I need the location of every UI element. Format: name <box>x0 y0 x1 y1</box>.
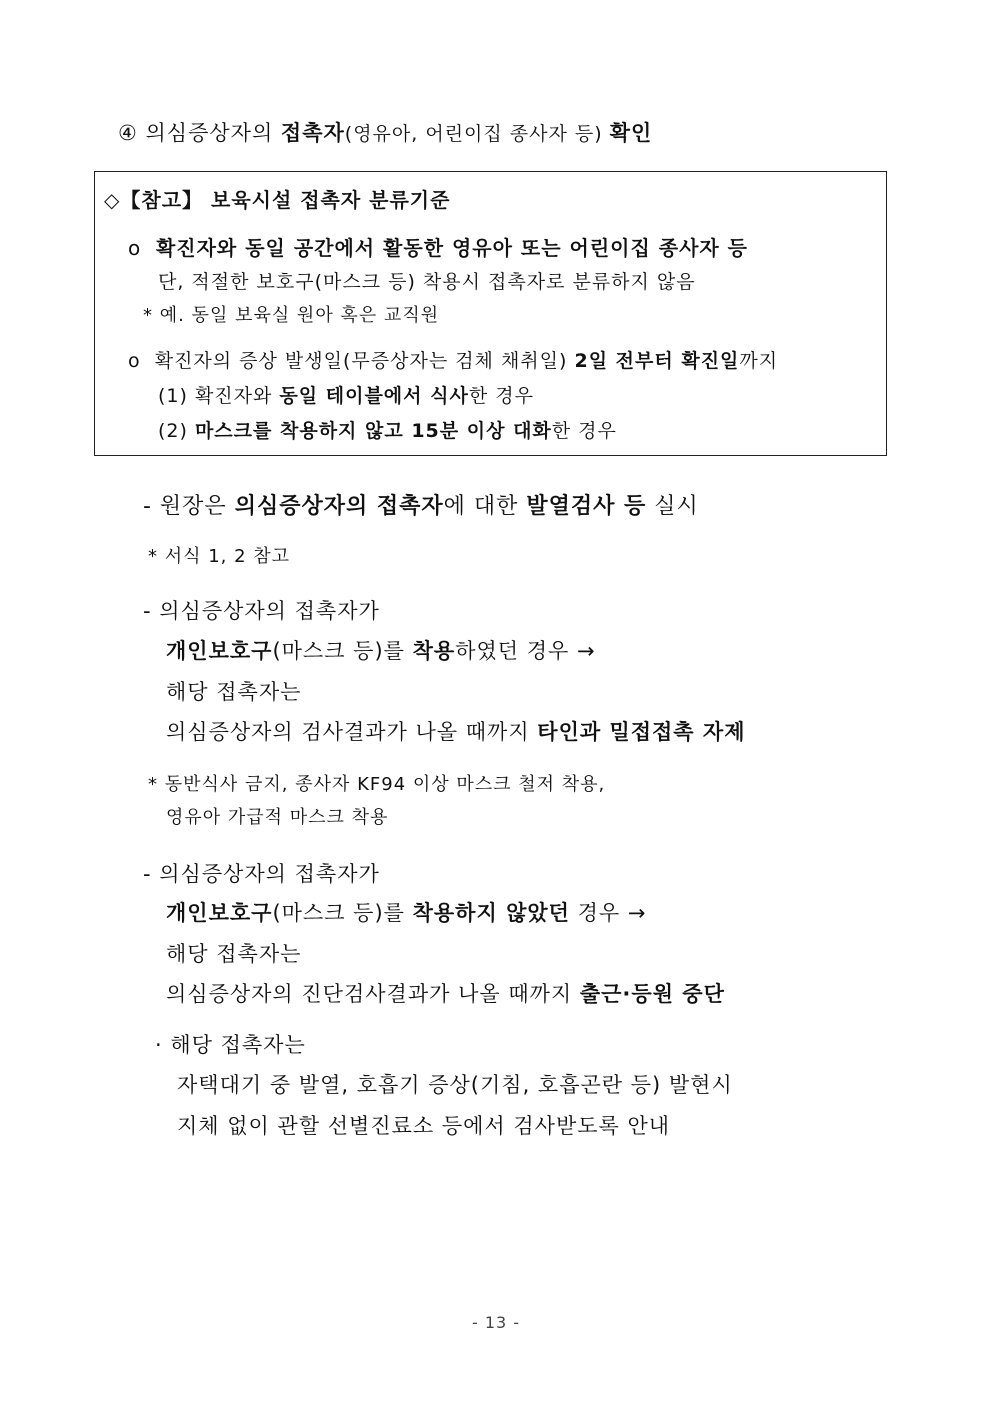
paragraph-4-line-2: 자택대기 중 발열, 호흡기 증상(기침, 호흡곤란 등) 발현시 <box>177 1073 733 1097</box>
box-bullet-1-note: * 예. 동일 보육실 원아 혹은 교직원 <box>143 305 440 326</box>
paragraph-4-line-3: 지체 없이 관할 선별진료소 등에서 검사받도록 안내 <box>177 1114 671 1138</box>
reference-box-title: ◇【참고】 보육시설 접촉자 분류기준 <box>104 188 451 212</box>
paragraph-3-line-1: - 의심증상자의 접촉자가 <box>143 862 380 886</box>
paragraph-director-check: - 원장은 의심증상자의 접촉자에 대한 발열검사 등 실시 <box>143 494 699 519</box>
diamond-icon: ◇ <box>104 188 121 212</box>
paragraph-2-line-4: 의심증상자의 검사결과가 나올 때까지 타인과 밀접접촉 자제 <box>166 720 746 744</box>
heading-number: ④ <box>118 121 138 145</box>
paragraph-4-line-1: · 해당 접촉자는 <box>155 1033 306 1057</box>
note-forms: * 서식 1, 2 참고 <box>148 546 291 567</box>
box-bullet-2-item-2: (2) 마스크를 착용하지 않고 15분 이상 대화한 경우 <box>158 420 617 442</box>
paragraph-2-line-1: - 의심증상자의 접촉자가 <box>143 599 380 623</box>
note-2-line-1: * 동반식사 금지, 종사자 KF94 이상 마스크 철저 착용, <box>148 774 606 795</box>
paragraph-2-line-3: 해당 접촉자는 <box>166 680 302 704</box>
paragraph-2-line-2: 개인보호구(마스크 등)를 착용하였던 경우 → <box>166 639 596 663</box>
box-bullet-2-item-1: (1) 확진자와 동일 테이블에서 식사한 경우 <box>158 385 534 407</box>
circle-bullet-icon: o <box>128 350 141 372</box>
paragraph-3-line-4: 의심증상자의 진단검사결과가 나올 때까지 출근·등원 중단 <box>166 982 725 1006</box>
page-number: - 13 - <box>471 1313 521 1332</box>
section-heading: ④ 의심증상자의 접촉자(영유아, 어린이집 종사자 등) 확인 <box>118 121 653 145</box>
note-2-line-2: 영유아 가급적 마스크 착용 <box>166 807 389 828</box>
circle-bullet-icon: o <box>128 236 142 260</box>
paragraph-3-line-3: 해당 접촉자는 <box>166 942 302 966</box>
paragraph-3-line-2: 개인보호구(마스크 등)를 착용하지 않았던 경우 → <box>166 901 647 925</box>
box-bullet-1-line-2: 단, 적절한 보호구(마스크 등) 착용시 접촉자로 분류하지 않음 <box>158 271 696 293</box>
box-bullet-1: o 확진자와 동일 공간에서 활동한 영유아 또는 어린이집 종사자 등 <box>128 236 748 260</box>
box-bullet-2: o 확진자의 증상 발생일(무증상자는 검체 채취일) 2일 전부터 확진일까지 <box>128 350 779 372</box>
